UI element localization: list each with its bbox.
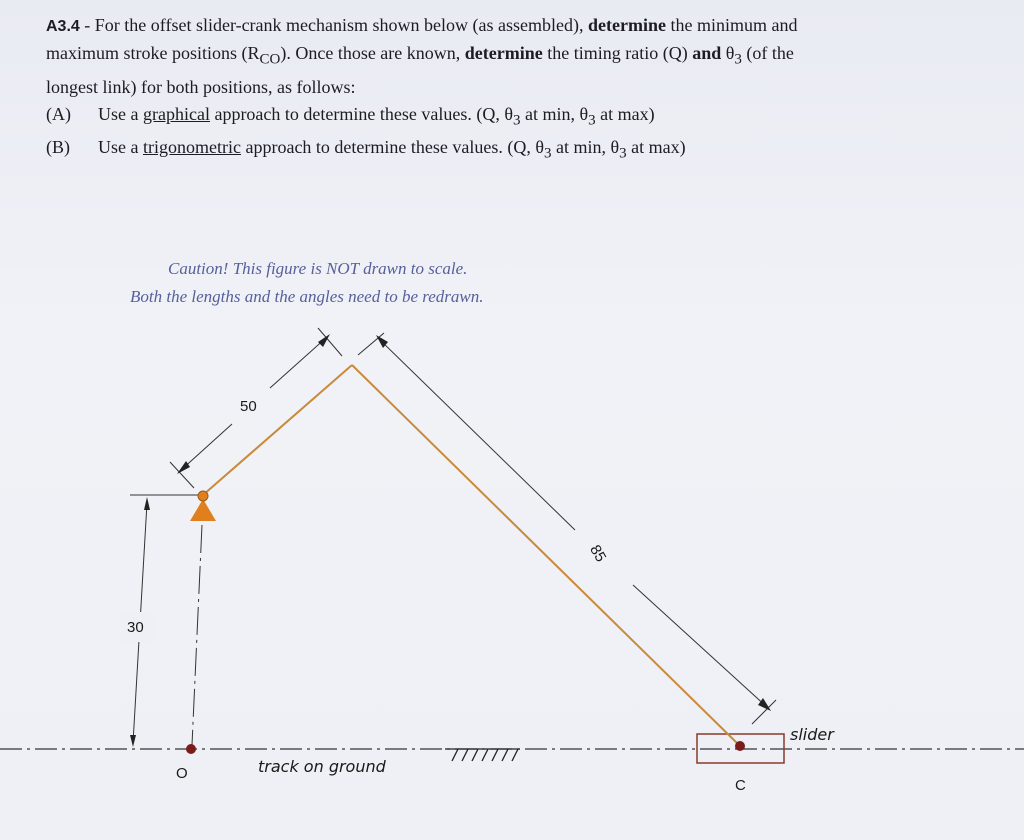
coupler-dim-ext-1: [358, 333, 384, 355]
ground-hatch: [445, 749, 520, 761]
problem-number: A3.4: [46, 18, 80, 35]
coupler-link: [352, 365, 740, 746]
option-a: (A) Use a graphical approach to determine these values. (Q, $\theta_3$ at min, $\theta_3$ at max): [46, 103, 655, 129]
track-label: track on ground: [258, 757, 386, 776]
problem-line-1: A3.4 - For the offset slider-crank mechanism shown below (as assembled), determine the minimum and: [46, 15, 798, 35]
caution-line-1: Caution! This figure is NOT drawn to scale.: [168, 259, 468, 278]
coupler-arrow-2: [758, 698, 771, 711]
offset-arrow-bottom: [130, 735, 136, 747]
problem-line-2: maximum stroke positions $(R_{CO})$. Once those are known, determine the timing ratio (Q) and $\theta_3$ (of the: [46, 43, 794, 68]
coupler-dimension-line-b: [633, 585, 768, 708]
caution-line-2: Both the lengths and the angles need to be redrawn.: [130, 287, 484, 306]
crank-pin-joint: [198, 491, 208, 501]
crank-dimension-label: 50: [240, 398, 257, 415]
option-b: (B) Use a trigonometric approach to determine these values. (Q, $\theta_3$ at min, $\theta_3$ at max): [46, 137, 686, 162]
slider-pin-joint: [735, 741, 745, 751]
pivot-centerline: [192, 525, 202, 745]
coupler-dimension-line-a: [378, 338, 575, 530]
crank-arrow-1: [177, 461, 190, 474]
ground-pivot-icon: [190, 499, 216, 521]
offset-arrow-top: [144, 497, 150, 510]
problem-line-3: longest link) for both positions, as follows:: [46, 76, 356, 97]
point-o-marker: [186, 744, 196, 754]
coupler-dimension-label: 85: [586, 542, 610, 566]
crank-dimension-line-b: [270, 337, 327, 388]
crank-dim-ext-1: [170, 462, 194, 488]
offset-dimension-label: 30: [127, 619, 144, 636]
point-c-label: C: [735, 777, 746, 794]
point-o-label: O: [176, 765, 188, 782]
slider-label: slider: [790, 725, 834, 744]
